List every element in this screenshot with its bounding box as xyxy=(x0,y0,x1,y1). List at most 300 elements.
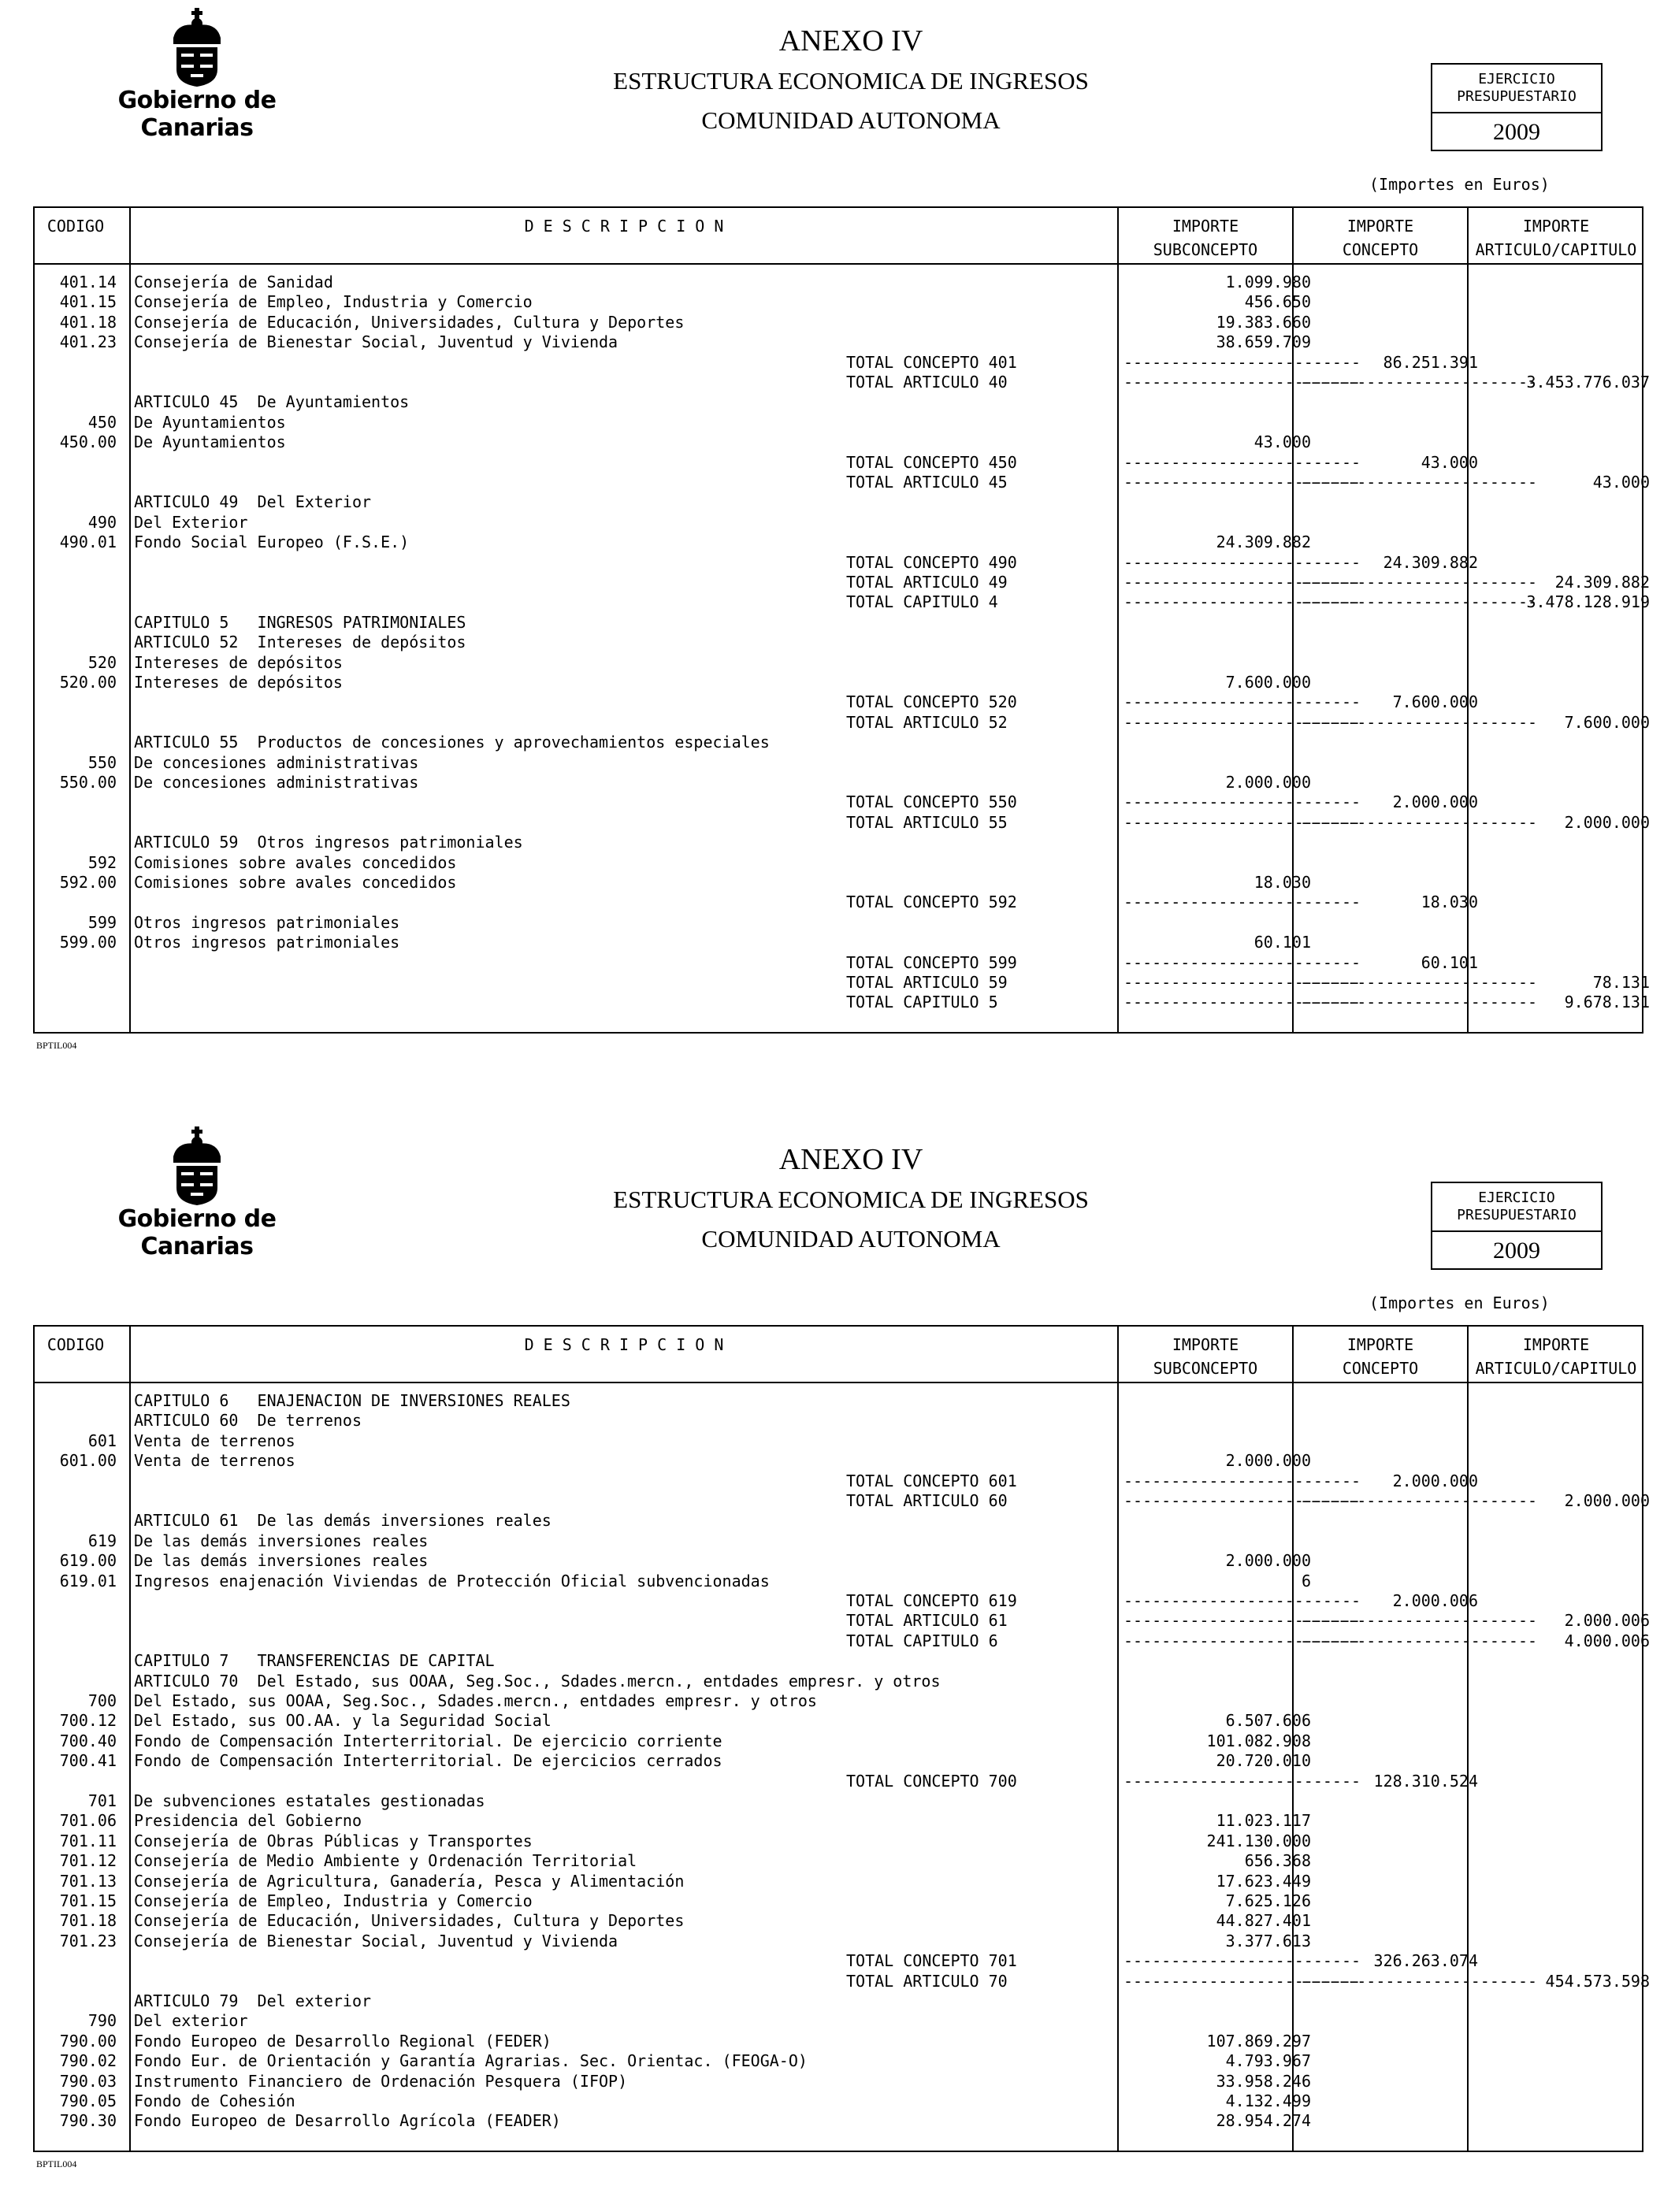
cell-descripcion: Consejería de Bienestar Social, Juventud y Vivienda xyxy=(134,332,618,352)
cell-total-label: TOTAL ARTICULO 70 xyxy=(846,1971,1008,1991)
cell-codigo: 619.00 xyxy=(59,1551,117,1571)
table-row xyxy=(35,1891,1642,1911)
dash-separator: ------------------------- xyxy=(1123,792,1361,812)
cell-importe-subconcepto: 19.383.660 xyxy=(1216,312,1311,332)
table-row xyxy=(35,733,1642,752)
table-row xyxy=(35,2091,1642,2111)
cell-codigo: 701.15 xyxy=(59,1891,117,1910)
dash-separator: ------------------------- xyxy=(1300,1611,1538,1631)
header-art-line2: ARTICULO/CAPITULO xyxy=(1475,240,1637,259)
table-row xyxy=(35,553,1642,573)
page-title: ANEXO IV xyxy=(778,1143,923,1176)
cell-codigo: 700.12 xyxy=(59,1711,117,1731)
cell-importe-articulo: 2.000.000 xyxy=(1564,1491,1650,1510)
table-row xyxy=(35,1832,1642,1851)
table-row xyxy=(35,953,1642,973)
header-codigo: CODIGO xyxy=(46,217,105,236)
cell-importe-subconcepto: 3.377.613 xyxy=(1225,1931,1311,1950)
cell-descripcion: Instrumento Financiero de Ordenación Pesquera (IFOP) xyxy=(134,2071,628,2091)
cell-importe-concepto: 60.101 xyxy=(1421,952,1478,972)
table-row xyxy=(35,2011,1642,2031)
cell-total-label: TOTAL CONCEPTO 592 xyxy=(846,893,1017,912)
cell-total-label: TOTAL CAPITULO 4 xyxy=(846,592,998,612)
table-row xyxy=(35,1851,1642,1871)
cell-total-label: TOTAL ARTICULO 60 xyxy=(846,1491,1008,1510)
dash-separator: ------------------------- xyxy=(1123,692,1361,712)
cell-descripcion: Del Estado, sus OO.AA. y la Seguridad Social xyxy=(134,1711,552,1731)
cell-descripcion: ARTICULO 49 Del Exterior xyxy=(134,492,372,512)
table-row xyxy=(35,753,1642,773)
cell-importe-articulo: 7.600.000 xyxy=(1564,712,1650,732)
table-row xyxy=(35,993,1650,1012)
cell-codigo: 701.12 xyxy=(59,1851,117,1871)
cell-total-label: TOTAL ARTICULO 49 xyxy=(846,573,1008,592)
cell-codigo: 550.00 xyxy=(59,773,117,792)
cell-descripcion: ARTICULO 52 Intereses de depósitos xyxy=(134,633,466,652)
cell-codigo: 520.00 xyxy=(59,673,117,692)
ejercicio-label-2: PRESUPUESTARIO xyxy=(1457,1207,1577,1223)
header-importe-subconcepto xyxy=(1119,1333,1292,1380)
cell-descripcion: CAPITULO 7 TRANSFERENCIAS DE CAPITAL xyxy=(134,1651,495,1671)
cell-descripcion: Ingresos enajenación Viviendas de Protección Oficial subvencionadas xyxy=(134,1571,770,1590)
table-row xyxy=(35,1991,1642,2011)
cell-importe-subconcepto: 6.507.606 xyxy=(1225,1711,1311,1731)
cell-importe-articulo: 4.000.006 xyxy=(1564,1631,1650,1650)
dash-separator: ------------------------- xyxy=(1300,592,1538,612)
table-row xyxy=(35,773,1642,792)
dash-separator: ------------------------- xyxy=(1123,1491,1361,1510)
cell-descripcion: ARTICULO 61 De las demás inversiones reales xyxy=(134,1511,552,1531)
table-row xyxy=(35,1711,1642,1731)
cell-importe-subconcepto: 43.000 xyxy=(1253,432,1311,452)
table-row xyxy=(35,1591,1642,1611)
table-row xyxy=(35,313,1642,332)
cell-codigo: 601 xyxy=(87,1431,117,1450)
page-subtitle-2: COMUNIDAD AUTONOMA xyxy=(701,1225,1001,1253)
cell-total-label: TOTAL ARTICULO 61 xyxy=(846,1611,1008,1631)
ejercicio-box xyxy=(1431,1182,1603,1270)
cell-descripcion: De concesiones administrativas xyxy=(134,773,419,792)
table-row xyxy=(35,1932,1642,1951)
coat-of-arms-icon xyxy=(158,8,236,87)
cell-importe-articulo: 24.309.882 xyxy=(1554,573,1650,592)
cell-importe-subconcepto: 60.101 xyxy=(1253,933,1311,952)
table-row xyxy=(35,1651,1642,1671)
dash-separator: ------------------------- xyxy=(1300,373,1538,392)
ejercicio-year: 2009 xyxy=(1493,1238,1540,1264)
table-row xyxy=(35,1551,1642,1571)
cell-importe-subconcepto: 1.099.980 xyxy=(1225,273,1311,291)
cell-codigo: 490.01 xyxy=(59,533,117,552)
table-row xyxy=(35,2051,1642,2071)
cell-importe-subconcepto: 6 xyxy=(1301,1571,1311,1590)
cell-codigo: 401.14 xyxy=(59,273,117,291)
ejercicio-label-1: EJERCICIO xyxy=(1478,71,1555,87)
table-row xyxy=(35,613,1642,633)
cell-descripcion: Consejería de Obras Públicas y Transportes xyxy=(134,1831,533,1850)
table-row xyxy=(35,353,1642,373)
cell-codigo: 619.01 xyxy=(59,1571,117,1590)
ejercicio-year: 2009 xyxy=(1493,119,1540,145)
table-row xyxy=(35,1951,1642,1971)
dash-separator: ------------------------- xyxy=(1123,373,1361,392)
table-row xyxy=(35,812,1650,833)
cell-total-label: TOTAL CONCEPTO 450 xyxy=(846,452,1017,472)
cell-codigo: 619 xyxy=(87,1531,117,1550)
cell-codigo: 790 xyxy=(87,2011,117,2031)
header-art-line1: IMPORTE xyxy=(1522,1335,1590,1354)
cell-descripcion: Comisiones sobre avales concedidos xyxy=(134,873,457,892)
cell-importe-concepto: 128.310.524 xyxy=(1373,1771,1478,1791)
table-row xyxy=(35,1572,1642,1591)
cell-codigo: 599.00 xyxy=(59,933,117,952)
cell-total-label: TOTAL CONCEPTO 550 xyxy=(846,792,1017,812)
cell-descripcion: Consejería de Medio Ambiente y Ordenación Territorial xyxy=(134,1851,637,1871)
cell-total-label: TOTAL CONCEPTO 701 xyxy=(846,1951,1017,1971)
cell-importe-subconcepto: 2.000.000 xyxy=(1225,1451,1311,1471)
table-row xyxy=(35,492,1642,512)
dash-separator: ------------------------- xyxy=(1300,573,1538,592)
table-row xyxy=(35,1791,1642,1811)
table-row xyxy=(35,2032,1642,2051)
table-row xyxy=(35,1971,1650,1991)
cell-importe-concepto: 2.000.006 xyxy=(1392,1591,1478,1610)
cell-importe-articulo: 2.000.006 xyxy=(1564,1611,1650,1631)
table-row xyxy=(35,432,1642,452)
table-row xyxy=(35,833,1642,852)
cell-descripcion: CAPITULO 5 INGRESOS PATRIMONIALES xyxy=(134,612,466,632)
dash-separator: ------------------------- xyxy=(1300,1491,1538,1510)
cell-codigo: 592.00 xyxy=(59,873,117,892)
dash-separator: ------------------------- xyxy=(1123,1771,1361,1791)
dash-separator: ------------------------- xyxy=(1123,552,1361,572)
header-descripcion: D E S C R I P C I O N xyxy=(524,1335,724,1354)
cell-importe-subconcepto: 28.954.274 xyxy=(1216,2111,1311,2131)
header-importe-articulo-capitulo xyxy=(1469,1333,1643,1380)
cell-importe-subconcepto: 38.659.709 xyxy=(1216,332,1311,352)
cell-importe-subconcepto: 2.000.000 xyxy=(1225,773,1311,792)
cell-codigo: 790.00 xyxy=(59,2031,117,2051)
cell-codigo: 700.40 xyxy=(59,1731,117,1750)
data-table xyxy=(33,1325,1650,2152)
cell-importe-subconcepto: 24.309.882 xyxy=(1216,533,1311,552)
header-art-line2: ARTICULO/CAPITULO xyxy=(1475,1359,1637,1378)
dash-separator: ------------------------- xyxy=(1123,1591,1361,1610)
table-row xyxy=(35,1772,1642,1791)
cell-importe-articulo: 454.573.598 xyxy=(1545,1971,1650,1991)
cell-descripcion: ARTICULO 79 Del exterior xyxy=(134,1991,372,2010)
cell-importe-subconcepto: 2.000.000 xyxy=(1225,1551,1311,1571)
table-row xyxy=(35,633,1642,652)
dash-separator: ------------------------- xyxy=(1123,893,1361,912)
table-row xyxy=(35,392,1642,412)
cell-descripcion: Del exterior xyxy=(134,2011,248,2031)
cell-importe-articulo: 3.478.128.919 xyxy=(1526,592,1650,612)
cell-descripcion: De las demás inversiones reales xyxy=(134,1551,429,1571)
table-row xyxy=(35,2111,1642,2131)
cell-codigo: 790.30 xyxy=(59,2111,117,2131)
cell-descripcion: De las demás inversiones reales xyxy=(134,1531,429,1550)
cell-importe-subconcepto: 7.625.126 xyxy=(1225,1891,1311,1910)
cell-descripcion: Otros ingresos patrimoniales xyxy=(134,912,400,932)
cell-codigo: 701.13 xyxy=(59,1871,117,1891)
logo xyxy=(71,1126,323,1260)
cell-total-label: TOTAL CONCEPTO 490 xyxy=(846,552,1017,572)
page-title: ANEXO IV xyxy=(778,24,923,58)
dash-separator: ------------------------- xyxy=(1123,1971,1361,1991)
header-sub-line1: IMPORTE xyxy=(1172,217,1239,236)
table-row xyxy=(35,1491,1650,1511)
table-row xyxy=(35,292,1642,312)
cell-total-label: TOTAL CAPITULO 6 xyxy=(846,1631,998,1650)
cell-codigo: 790.02 xyxy=(59,2051,117,2071)
cell-codigo: 701.11 xyxy=(59,1831,117,1850)
table-row xyxy=(35,1751,1642,1771)
cell-descripcion: Consejería de Empleo, Industria y Comercio xyxy=(134,292,533,312)
table-row xyxy=(35,1672,1642,1691)
cell-total-label: TOTAL CONCEPTO 520 xyxy=(846,692,1017,712)
cell-importe-subconcepto: 7.600.000 xyxy=(1225,673,1311,692)
cell-total-label: TOTAL ARTICULO 40 xyxy=(846,373,1008,392)
cell-importe-concepto: 18.030 xyxy=(1421,893,1478,912)
cell-codigo: 520 xyxy=(87,652,117,672)
cell-importe-subconcepto: 456.650 xyxy=(1244,292,1311,312)
cell-descripcion: Consejería de Empleo, Industria y Comercio xyxy=(134,1891,533,1910)
cell-importe-subconcepto: 241.130.000 xyxy=(1206,1831,1311,1850)
cell-total-label: TOTAL CONCEPTO 700 xyxy=(846,1771,1017,1791)
cell-descripcion: Consejería de Agricultura, Ganadería, Pesca y Alimentación xyxy=(134,1871,685,1891)
cell-importe-articulo: 9.678.131 xyxy=(1564,993,1650,1012)
units-note: (Importes en Euros) xyxy=(1369,1293,1550,1312)
page-subtitle: ESTRUCTURA ECONOMICA DE INGRESOS xyxy=(613,1186,1089,1213)
dash-separator: ------------------------- xyxy=(1123,712,1361,732)
cell-importe-subconcepto: 20.720.010 xyxy=(1216,1751,1311,1771)
dash-separator: ------------------------- xyxy=(1123,592,1361,612)
cell-codigo: 700 xyxy=(87,1691,117,1710)
table-row xyxy=(35,893,1642,912)
cell-codigo: 701 xyxy=(87,1791,117,1810)
cell-codigo: 701.06 xyxy=(59,1811,117,1831)
dash-separator: ------------------------- xyxy=(1123,1951,1361,1971)
footer-code: BPTIL004 xyxy=(36,1040,77,1051)
cell-importe-concepto: 43.000 xyxy=(1421,452,1478,472)
dash-separator: ------------------------- xyxy=(1123,973,1361,992)
header-importe-articulo-capitulo xyxy=(1469,214,1643,262)
cell-descripcion: Venta de terrenos xyxy=(134,1451,295,1471)
table-row xyxy=(35,1691,1642,1711)
cell-total-label: TOTAL ARTICULO 45 xyxy=(846,473,1008,492)
logo xyxy=(71,8,323,142)
cell-descripcion: Fondo de Compensación Interterritorial. De ejercicio corriente xyxy=(134,1731,722,1750)
cell-descripcion: Intereses de depósitos xyxy=(134,673,343,692)
cell-codigo: 701.23 xyxy=(59,1931,117,1950)
cell-importe-concepto: 326.263.074 xyxy=(1373,1951,1478,1971)
dash-separator: ------------------------- xyxy=(1123,1471,1361,1490)
cell-descripcion: Fondo Europeo de Desarrollo Agrícola (FEADER) xyxy=(134,2111,561,2131)
table-row xyxy=(35,1731,1642,1751)
cell-importe-articulo: 2.000.000 xyxy=(1564,812,1650,832)
cell-descripcion: ARTICULO 45 De Ayuntamientos xyxy=(134,392,410,412)
table-row xyxy=(35,1511,1642,1531)
table-row xyxy=(35,413,1642,432)
dash-separator: ------------------------- xyxy=(1300,1631,1538,1650)
cell-descripcion: De subvenciones estatales gestionadas xyxy=(134,1791,485,1810)
table-row xyxy=(35,533,1642,552)
dash-separator: ------------------------- xyxy=(1123,993,1361,1012)
table-row xyxy=(35,673,1642,692)
cell-importe-concepto: 86.251.391 xyxy=(1383,352,1478,372)
cell-descripcion: Fondo de Compensación Interterritorial. De ejercicios cerrados xyxy=(134,1751,722,1771)
cell-codigo: 401.15 xyxy=(59,292,117,312)
dash-separator: ------------------------- xyxy=(1123,1611,1361,1631)
table-row xyxy=(35,873,1642,893)
cell-codigo: 592 xyxy=(87,852,117,872)
footer-code: BPTIL004 xyxy=(36,2158,77,2169)
table-row xyxy=(35,973,1650,993)
table-row xyxy=(35,573,1650,592)
header-con-line2: CONCEPTO xyxy=(1342,240,1419,259)
table-row xyxy=(35,653,1642,673)
dash-separator: ------------------------- xyxy=(1300,473,1538,492)
cell-codigo: 401.23 xyxy=(59,332,117,352)
dash-separator: ------------------------- xyxy=(1300,993,1538,1012)
table-row xyxy=(35,1472,1642,1491)
cell-codigo: 790.05 xyxy=(59,2091,117,2110)
cell-descripcion: ARTICULO 60 De terrenos xyxy=(134,1411,362,1431)
cell-descripcion: CAPITULO 6 ENAJENACION DE INVERSIONES REALES xyxy=(134,1391,570,1410)
dash-separator: ------------------------- xyxy=(1300,973,1538,992)
table-row xyxy=(35,2072,1642,2091)
cell-descripcion: Venta de terrenos xyxy=(134,1431,295,1450)
dash-separator: ------------------------- xyxy=(1123,452,1361,472)
cell-descripcion: ARTICULO 70 Del Estado, sus OOAA, Seg.Soc., Sdades.mercn., entdades empresr. y otros xyxy=(134,1671,941,1691)
cell-codigo: 401.18 xyxy=(59,312,117,332)
dash-separator: ------------------------- xyxy=(1123,952,1361,972)
table-row xyxy=(35,1872,1642,1891)
cell-descripcion: Del Estado, sus OOAA, Seg.Soc., Sdades.mercn., entdades empresr. y otros xyxy=(134,1691,817,1710)
cell-total-label: TOTAL CONCEPTO 601 xyxy=(846,1471,1017,1490)
header-importe-concepto xyxy=(1294,1333,1467,1380)
dash-separator: ------------------------- xyxy=(1123,812,1361,832)
cell-codigo: 790.03 xyxy=(59,2071,117,2091)
cell-importe-concepto: 2.000.000 xyxy=(1392,1471,1478,1490)
cell-importe-subconcepto: 107.869.297 xyxy=(1206,2031,1311,2051)
cell-descripcion: De Ayuntamientos xyxy=(134,412,286,432)
cell-total-label: TOTAL ARTICULO 55 xyxy=(846,812,1008,832)
dash-separator: ------------------------- xyxy=(1300,1971,1538,1991)
table-row xyxy=(35,1391,1642,1411)
cell-descripcion: ARTICULO 59 Otros ingresos patrimoniales xyxy=(134,833,523,852)
table-row xyxy=(35,792,1642,812)
dash-separator: ------------------------- xyxy=(1123,352,1361,372)
table-row xyxy=(35,853,1642,873)
dash-separator: ------------------------- xyxy=(1300,812,1538,832)
header-con-line1: IMPORTE xyxy=(1346,1335,1414,1354)
data-table xyxy=(33,206,1650,1034)
cell-importe-subconcepto: 4.132.499 xyxy=(1225,2091,1311,2110)
table-row xyxy=(35,1531,1642,1551)
dash-separator: ------------------------- xyxy=(1123,473,1361,492)
cell-descripcion: Consejería de Educación, Universidades, Cultura y Deportes xyxy=(134,312,685,332)
header-art-line1: IMPORTE xyxy=(1522,217,1590,236)
table-row xyxy=(35,453,1642,473)
table-row xyxy=(35,1631,1650,1651)
cell-importe-articulo: 43.000 xyxy=(1592,473,1650,492)
header-importe-subconcepto xyxy=(1119,214,1292,262)
coat-of-arms-icon xyxy=(158,1126,236,1205)
cell-descripcion: De concesiones administrativas xyxy=(134,752,419,772)
page-subtitle: ESTRUCTURA ECONOMICA DE INGRESOS xyxy=(613,67,1089,95)
cell-descripcion: ARTICULO 55 Productos de concesiones y aprovechamientos especiales xyxy=(134,733,770,752)
cell-importe-concepto: 24.309.882 xyxy=(1383,552,1478,572)
header-divider xyxy=(35,263,1642,265)
ejercicio-label-2: PRESUPUESTARIO xyxy=(1457,88,1577,105)
cell-total-label: TOTAL CAPITULO 5 xyxy=(846,993,998,1012)
cell-importe-subconcepto: 656.368 xyxy=(1244,1851,1311,1871)
cell-total-label: TOTAL CONCEPTO 401 xyxy=(846,352,1017,372)
dash-separator: ------------------------- xyxy=(1123,573,1361,592)
table-row xyxy=(35,373,1650,392)
brand-name: Gobierno de Canarias xyxy=(117,1205,277,1260)
ejercicio-label xyxy=(1432,1183,1601,1232)
header-codigo: CODIGO xyxy=(46,1335,105,1354)
cell-importe-subconcepto: 18.030 xyxy=(1253,873,1311,892)
ejercicio-box xyxy=(1431,63,1603,151)
header-con-line1: IMPORTE xyxy=(1346,217,1414,236)
table-row xyxy=(35,1811,1642,1831)
table-row xyxy=(35,913,1642,933)
table-row xyxy=(35,1431,1642,1451)
cell-total-label: TOTAL CONCEPTO 619 xyxy=(846,1591,1017,1610)
ejercicio-label-1: EJERCICIO xyxy=(1478,1190,1555,1206)
cell-importe-subconcepto: 44.827.401 xyxy=(1216,1911,1311,1931)
cell-total-label: TOTAL ARTICULO 59 xyxy=(846,973,1008,992)
cell-descripcion: Fondo Europeo de Desarrollo Regional (FEDER) xyxy=(134,2031,552,2051)
header-importe-concepto xyxy=(1294,214,1467,262)
table-row xyxy=(35,332,1642,352)
cell-descripcion: Fondo Social Europeo (F.S.E.) xyxy=(134,533,410,552)
table-row xyxy=(35,513,1642,533)
cell-importe-articulo: 78.131 xyxy=(1592,973,1650,992)
cell-importe-subconcepto: 101.082.908 xyxy=(1206,1731,1311,1750)
header-descripcion: D E S C R I P C I O N xyxy=(524,217,724,236)
cell-codigo: 700.41 xyxy=(59,1751,117,1771)
header-con-line2: CONCEPTO xyxy=(1342,1359,1419,1378)
table-row xyxy=(35,1611,1650,1631)
cell-codigo: 601.00 xyxy=(59,1451,117,1471)
units-note: (Importes en Euros) xyxy=(1369,175,1550,194)
header-sub-line1: IMPORTE xyxy=(1172,1335,1239,1354)
cell-descripcion: Consejería de Bienestar Social, Juventud y Vivienda xyxy=(134,1931,618,1950)
cell-importe-subconcepto: 4.793.967 xyxy=(1225,2051,1311,2071)
dash-separator: ------------------------- xyxy=(1123,1631,1361,1650)
cell-importe-concepto: 2.000.000 xyxy=(1392,792,1478,812)
cell-descripcion: Presidencia del Gobierno xyxy=(134,1811,362,1831)
cell-descripcion: Del Exterior xyxy=(134,512,248,532)
table-row xyxy=(35,1911,1642,1931)
cell-total-label: TOTAL ARTICULO 52 xyxy=(846,712,1008,732)
cell-importe-subconcepto: 33.958.246 xyxy=(1216,2071,1311,2091)
cell-codigo: 450.00 xyxy=(59,432,117,452)
cell-descripcion: Comisiones sobre avales concedidos xyxy=(134,852,457,872)
cell-descripcion: Consejería de Sanidad xyxy=(134,273,333,291)
cell-importe-subconcepto: 17.623.449 xyxy=(1216,1871,1311,1891)
table-row xyxy=(35,1411,1642,1431)
cell-codigo: 701.18 xyxy=(59,1911,117,1931)
cell-descripcion: De Ayuntamientos xyxy=(134,432,286,452)
dash-separator: ------------------------- xyxy=(1300,712,1538,732)
cell-importe-concepto: 7.600.000 xyxy=(1392,692,1478,712)
